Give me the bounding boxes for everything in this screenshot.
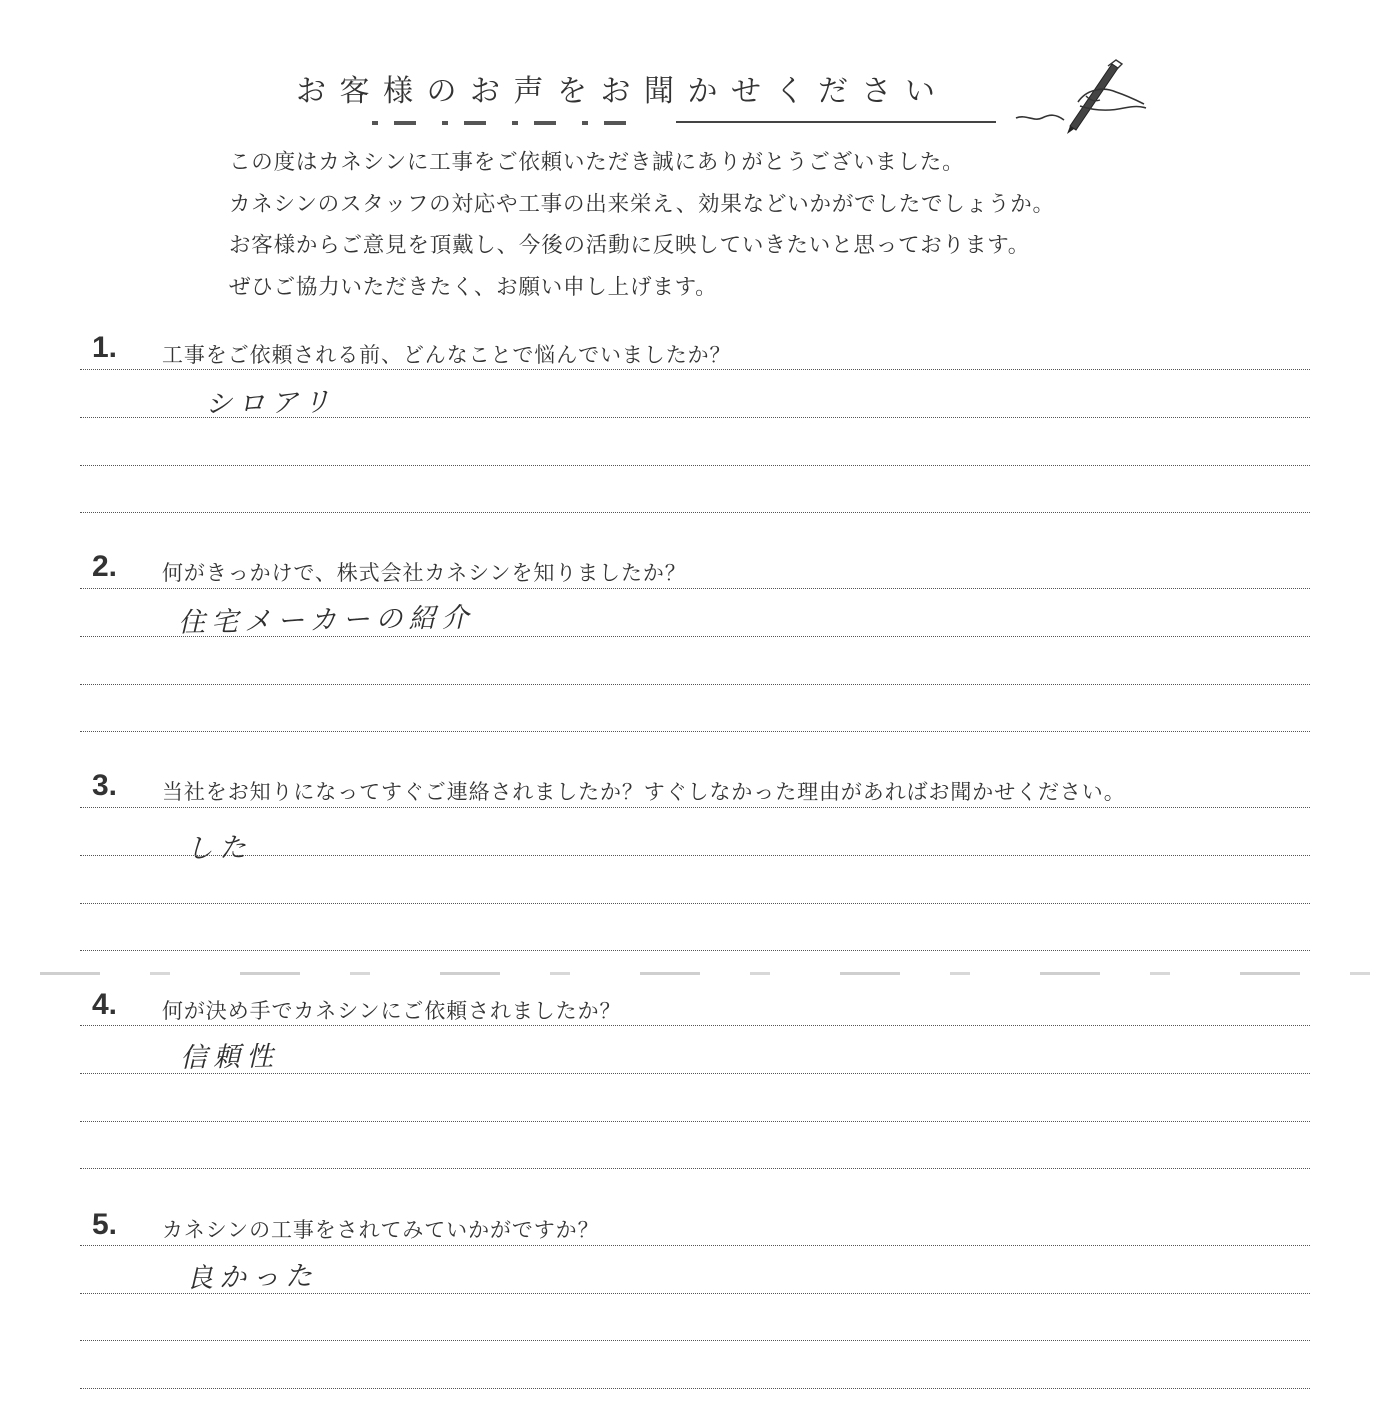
answer-line bbox=[80, 636, 1310, 637]
title-underline bbox=[676, 121, 996, 123]
question-5-answer: 良かった bbox=[185, 1260, 319, 1295]
question-1-number: 1. bbox=[92, 331, 118, 364]
page-title: お客様のお声をお聞かせください bbox=[296, 74, 949, 109]
answer-line bbox=[80, 1388, 1310, 1389]
question-3-answer: した bbox=[185, 832, 253, 865]
answer-line bbox=[80, 417, 1310, 418]
answer-line bbox=[80, 369, 1310, 370]
intro-line: ぜひご協力いただきたく、お願い申し上げます。 bbox=[229, 274, 718, 300]
answer-line bbox=[80, 1025, 1310, 1026]
question-1-text: 工事をご依頼される前、どんなことで悩んでいましたか？ bbox=[162, 343, 732, 367]
question-4-answer: 信頼性 bbox=[179, 1041, 280, 1074]
answer-line bbox=[80, 684, 1310, 685]
question-3-number: 3. bbox=[92, 769, 118, 802]
question-4-text: 何が決め手でカネシンにご依頼されましたか？ bbox=[162, 999, 622, 1023]
answer-line bbox=[80, 588, 1310, 589]
answer-line bbox=[80, 807, 1310, 808]
question-2-answer: 住宅メーカーの紹介 bbox=[177, 602, 475, 639]
intro-text bbox=[229, 142, 1229, 308]
intro-line: カネシンのスタッフの対応や工事の出来栄え、効果などいかがでしたでしょうか。 bbox=[229, 191, 1055, 217]
answer-line bbox=[80, 1168, 1310, 1169]
answer-line bbox=[80, 1293, 1310, 1294]
scan-artifact-line bbox=[40, 972, 1380, 975]
answer-line bbox=[80, 1073, 1310, 1074]
answer-line bbox=[80, 465, 1310, 466]
question-5-text: カネシンの工事をされてみていかがですか？ bbox=[162, 1218, 600, 1242]
intro-line: お客様からご意見を頂戴し、今後の活動に反映していきたいと思っております。 bbox=[229, 233, 1031, 258]
intro-line: この度はカネシンに工事をご依頼いただき誠にありがとうございました。 bbox=[229, 150, 965, 175]
answer-line bbox=[80, 731, 1310, 732]
answer-line bbox=[80, 1245, 1310, 1246]
answer-line bbox=[80, 903, 1310, 904]
answer-line bbox=[80, 950, 1310, 951]
question-5-number: 5. bbox=[92, 1208, 118, 1241]
question-2-number: 2. bbox=[92, 550, 118, 583]
answer-line bbox=[80, 1121, 1310, 1122]
question-2-text: 何がきっかけで、株式会社カネシンを知りましたか？ bbox=[162, 561, 687, 585]
pen-in-hand-icon bbox=[1012, 56, 1148, 136]
answer-line bbox=[80, 1340, 1310, 1341]
title-underline-faded bbox=[372, 121, 637, 125]
question-4-number: 4. bbox=[92, 988, 118, 1021]
question-3-text: 当社をお知りになってすぐご連絡されましたか？すぐしなかった理由があればお聞かせください。 bbox=[162, 780, 1126, 804]
answer-line bbox=[80, 512, 1310, 513]
question-1-answer: シロアリ bbox=[204, 386, 337, 421]
answer-line bbox=[80, 855, 1310, 856]
